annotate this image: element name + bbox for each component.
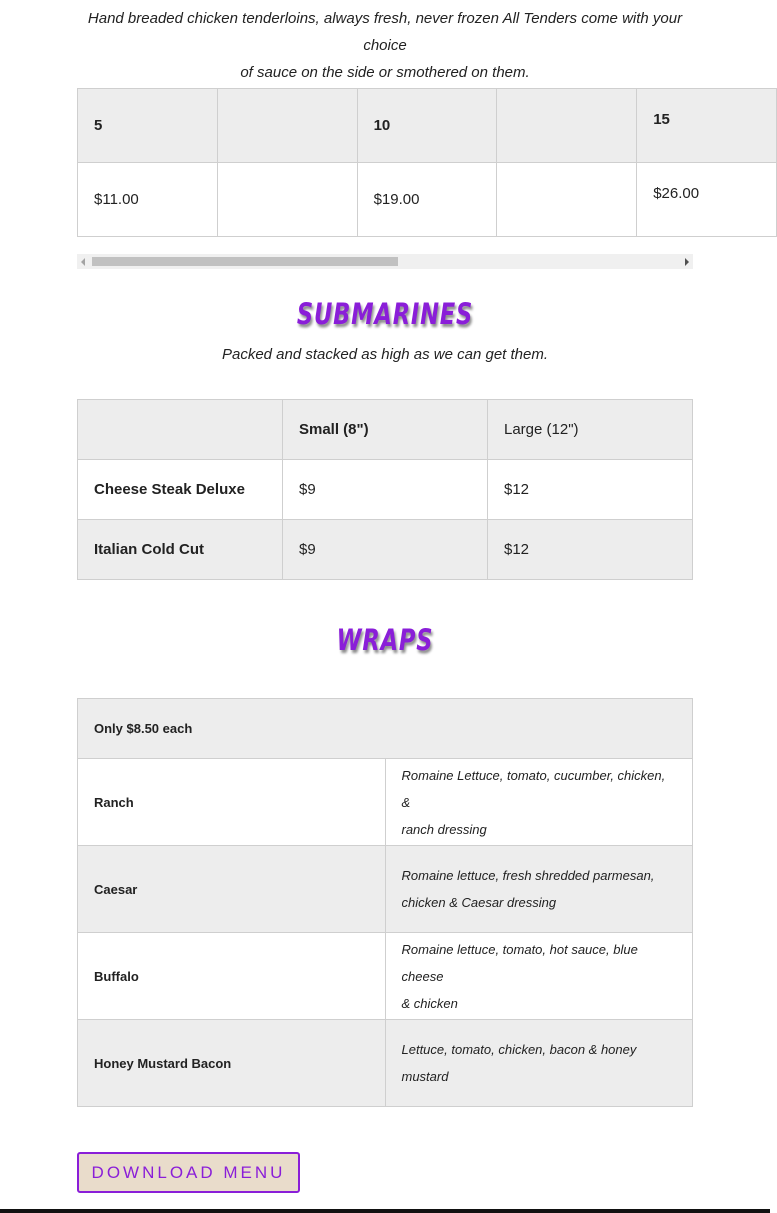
table-row (78, 933, 693, 1020)
table-cell: $11.00 (78, 163, 218, 237)
wrap-description (385, 1020, 693, 1107)
wrap-name: Honey Mustard Bacon (78, 1020, 386, 1107)
chevron-right-icon[interactable] (685, 258, 689, 266)
table-cell (217, 163, 357, 237)
table-row (78, 163, 777, 237)
wrap-description-line-1: Romaine Lettuce, tomato, cucumber, chicken, & (401, 767, 666, 810)
sub-small-price: $9 (283, 520, 488, 580)
scrollbar-thumb[interactable] (92, 257, 398, 266)
download-menu-button[interactable]: DOWNLOAD MENU (77, 1152, 300, 1193)
table-row (78, 846, 693, 933)
tenders-description-line-2: of sauce on the side or smothered on them. (240, 64, 530, 81)
sub-name: Cheese Steak Deluxe (78, 460, 283, 520)
wrap-name: Ranch (78, 759, 386, 846)
table-cell: $19.00 (357, 163, 497, 237)
wrap-description-line-1: Romaine lettuce, fresh shredded parmesan, (401, 868, 655, 883)
chevron-left-icon[interactable] (81, 258, 85, 266)
table-row (78, 759, 693, 846)
footer-divider (0, 1209, 770, 1213)
table-row (78, 89, 777, 163)
table-header-cell (217, 89, 357, 163)
wrap-description-line-2: chicken & Caesar dressing (401, 895, 557, 910)
submarines-subtitle: Packed and stacked as high as we can get them. (221, 346, 549, 363)
sub-name: Italian Cold Cut (78, 520, 283, 580)
table-header-cell (497, 89, 637, 163)
tenders-description (77, 5, 693, 86)
horizontal-scrollbar[interactable] (77, 254, 693, 269)
wrap-description-line-1: Lettuce, tomato, chicken, bacon & honey (401, 1042, 637, 1057)
table-cell (497, 163, 637, 237)
table-row (78, 699, 693, 759)
wrap-description-line-2: ranch dressing (401, 821, 487, 837)
wrap-description (385, 846, 693, 933)
tenders-price-table (77, 88, 777, 237)
table-header-cell: 10 (357, 89, 497, 163)
table-row (78, 520, 693, 580)
table-header-cell: Small (8") (283, 400, 488, 460)
table-row (78, 1020, 693, 1107)
wraps-table (77, 698, 693, 1107)
submarines-title: SUBMARINES (296, 297, 474, 331)
tenders-description-line-1: Hand breaded chicken tenderloins, always fresh, never frozen All Tenders come with your choice (87, 10, 683, 54)
sub-large-price: $12 (488, 460, 693, 520)
wrap-description-line-2: mustard (401, 1069, 449, 1084)
wrap-description (385, 759, 693, 846)
sub-small-price: $9 (283, 460, 488, 520)
wraps-title: WRAPS (336, 623, 434, 657)
table-cell: $26.00 (637, 163, 777, 237)
table-row (78, 460, 693, 520)
table-header-cell: 5 (78, 89, 218, 163)
wrap-name: Caesar (78, 846, 386, 933)
wrap-description (385, 933, 693, 1020)
table-header-cell: 15 (637, 89, 777, 163)
table-row (78, 400, 693, 460)
submarines-table (77, 399, 693, 580)
wrap-description-line-2: & chicken (401, 995, 458, 1011)
wrap-description-line-1: Romaine lettuce, tomato, hot sauce, blue cheese (401, 941, 638, 984)
wraps-price-note: Only $8.50 each (78, 699, 693, 759)
table-header-cell (78, 400, 283, 460)
wrap-name: Buffalo (78, 933, 386, 1020)
tenders-table-scroll-container[interactable] (77, 88, 700, 269)
table-header-cell: Large (12") (488, 400, 693, 460)
sub-large-price: $12 (488, 520, 693, 580)
